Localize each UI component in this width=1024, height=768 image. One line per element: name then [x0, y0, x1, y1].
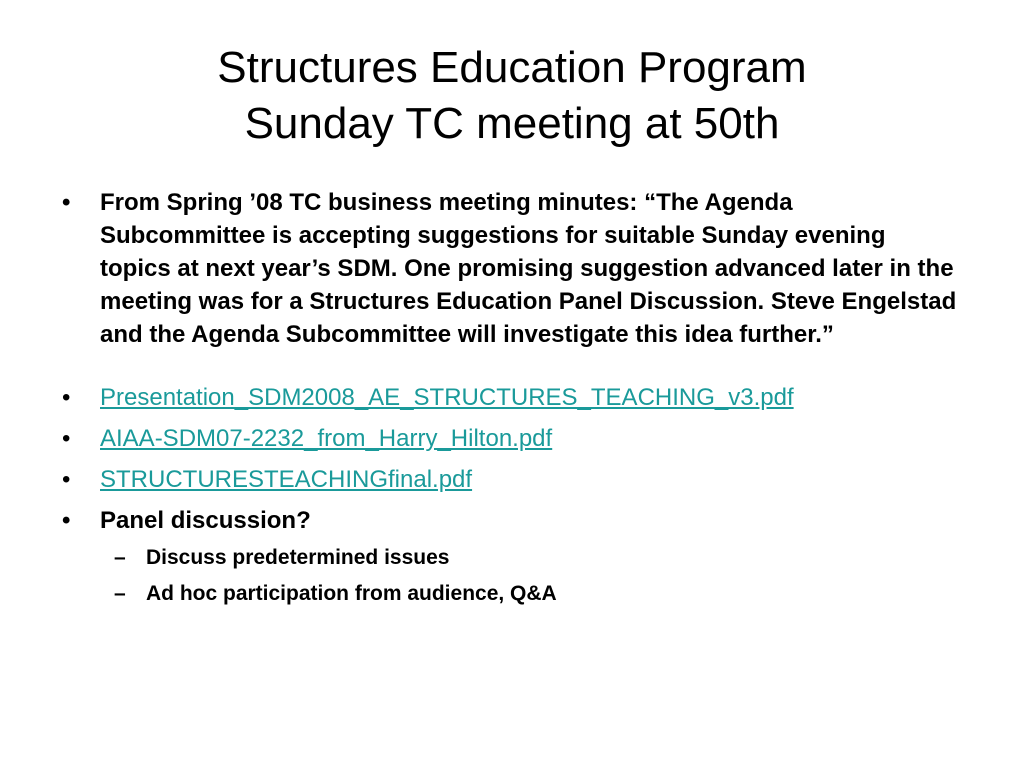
bullet-marker: • — [62, 189, 71, 216]
link-aiaa-pdf[interactable]: AIAA-SDM07-2232_from_Harry_Hilton.pdf — [100, 425, 553, 452]
bullet-text: Panel discussion? — [100, 507, 311, 534]
bullet-link-structures-teaching — [62, 463, 962, 496]
sub-bullet-text: Ad hoc participation from audience, Q&A — [146, 582, 557, 605]
bullet-marker: • — [62, 425, 71, 452]
sub-bullet-predetermined-issues — [62, 543, 962, 573]
bullet-link-aiaa — [62, 422, 962, 455]
slide-title — [0, 40, 1024, 152]
bullet-panel-discussion — [62, 504, 962, 537]
bullet-marker: • — [62, 466, 71, 493]
sub-bullet-marker: – — [114, 582, 126, 605]
bullet-minutes-quote — [62, 186, 962, 351]
bullet-text: From Spring ’08 TC business meeting minutes: “The Agenda Subcommittee is accepting suggestions for suitable Sunday evening topics at next year’s SDM. One promising suggestion advanced later in the meeting was for a Structures Education Panel Discussion. Steve Engelstad and the Agenda Subcommittee will investigate this idea further.” — [100, 189, 957, 348]
link-presentation-pdf[interactable]: Presentation_SDM2008_AE_STRUCTURES_TEACHING_v3.pdf — [100, 384, 794, 411]
link-structures-teaching-pdf[interactable]: STRUCTURESTEACHINGfinal.pdf — [100, 466, 473, 493]
title-line-1: Structures Education Program — [217, 43, 807, 92]
sub-bullet-ad-hoc — [62, 579, 962, 609]
bullet-list — [62, 186, 962, 609]
sub-bullet-marker: – — [114, 546, 126, 569]
bullet-marker: • — [62, 507, 71, 534]
bullet-link-presentation — [62, 381, 962, 414]
sub-bullet-text: Discuss predetermined issues — [146, 546, 450, 569]
title-line-2: Sunday TC meeting at 50th — [244, 99, 780, 148]
bullet-marker: • — [62, 384, 71, 411]
